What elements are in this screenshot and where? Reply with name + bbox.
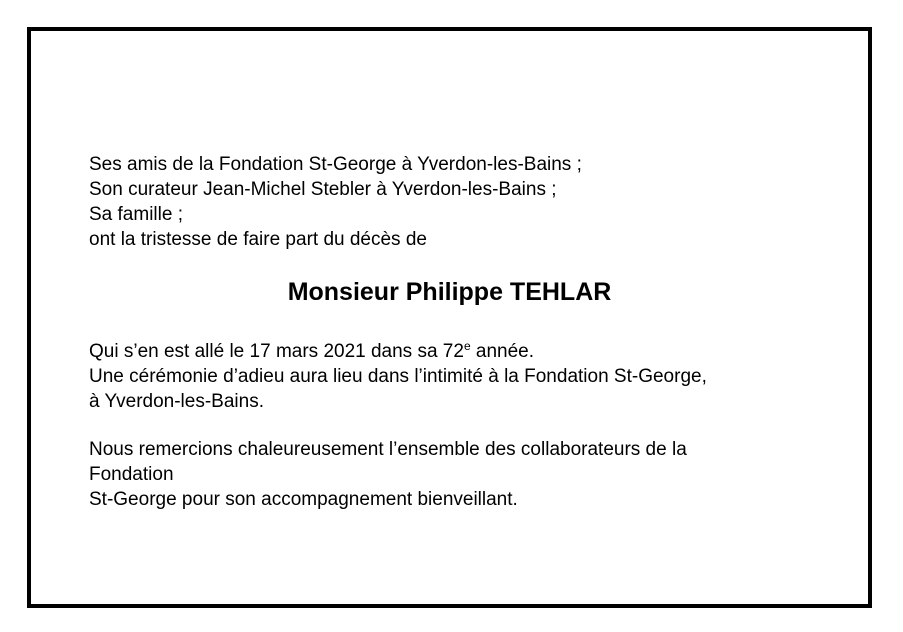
intro-line-guardian: Son curateur Jean-Michel Stebler à Yverdon-les-Bains ; bbox=[89, 179, 557, 200]
death-line-ceremony: Une cérémonie d’adieu aura lieu dans l’intimité à la Fondation St-George, bbox=[89, 366, 707, 387]
death-date-end: année. bbox=[470, 341, 535, 362]
ordinal-suffix: e bbox=[463, 339, 471, 353]
thanks-line-3: St-George pour son accompagnement bienveillant. bbox=[89, 489, 518, 510]
intro-line-announcement: ont la tristesse de faire part du décès de bbox=[89, 229, 427, 250]
deceased-name: Monsieur Philippe TEHLAR bbox=[287, 278, 612, 306]
intro-line-friends: Ses amis de la Fondation St-George à Yverdon-les-Bains ; bbox=[89, 154, 582, 175]
death-date-text: Qui s’en est allé le 17 mars 2021 dans sa 72 bbox=[89, 341, 464, 362]
thanks-line-1: Nous remercions chaleureusement l’ensemble des collaborateurs de la bbox=[89, 439, 687, 460]
intro-line-family: Sa famille ; bbox=[89, 204, 183, 225]
death-line-date bbox=[89, 341, 534, 363]
thanks-line-2: Fondation bbox=[89, 464, 174, 485]
death-line-place: à Yverdon-les-Bains. bbox=[89, 391, 264, 412]
notice-frame bbox=[27, 27, 872, 608]
